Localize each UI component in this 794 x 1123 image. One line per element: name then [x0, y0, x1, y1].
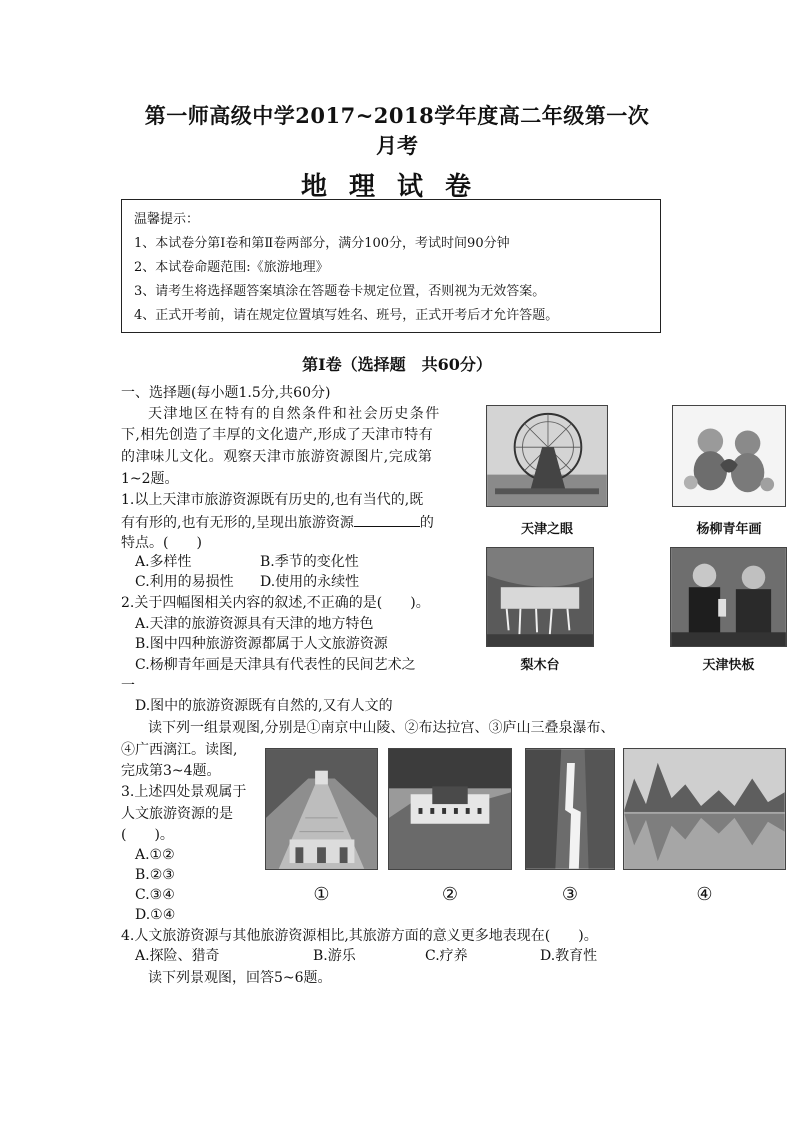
waterfall-icon [487, 548, 593, 646]
passage-line: 的津味儿文化。观察天津市旅游资源图片,完成第 [121, 449, 433, 465]
passage-line: 天津地区在特有的自然条件和社会历史条件 [148, 406, 441, 422]
notice-item: 2、本试卷命题范围:《旅游地理》 [134, 260, 329, 275]
passage-line: 读下列一组景观图,分别是①南京中山陵、②布达拉宫、③庐山三叠泉瀑布、 [148, 720, 615, 736]
photo-tianjin-kuaiban [670, 547, 787, 647]
option-b: B.季节的变化性 [260, 554, 359, 570]
caption: 天津快板 [702, 658, 755, 673]
option-d: D.①④ [135, 907, 176, 923]
section-title: 第Ⅰ卷（选择题 共60分） [302, 355, 492, 374]
mausoleum-icon [266, 749, 377, 869]
scenic-label: ③ [561, 884, 579, 905]
photo-yangliuqing [672, 405, 786, 507]
passage-line: 读下列景观图，回答5~6题。 [148, 970, 332, 986]
option-b: B.游乐 [313, 948, 356, 964]
passage-line: 1~2题。 [121, 471, 179, 487]
photo-lijiang-river [623, 748, 786, 870]
passage-line: 下,相先创造了丰厚的文化遗产,形成了天津市特有 [121, 427, 434, 443]
ferris-wheel-icon [487, 406, 607, 506]
photo-potala-palace [388, 748, 512, 870]
question-1-stem-cont: 有有形的,也有无形的,呈现出旅游资源 的 [121, 512, 434, 533]
folk-painting-icon [673, 406, 785, 506]
option-b: B.②③ [135, 867, 175, 883]
question-1-stem: 1.以上天津市旅游资源既有历史的,也有当代的,既 [121, 492, 424, 508]
passage-line: 完成第3~4题。 [121, 763, 221, 779]
exam-title: 第一师高级中学2017~2018学年度高二年级第一次 [144, 103, 650, 128]
notice-box [121, 199, 661, 333]
option-d: D.教育性 [540, 948, 598, 964]
scenic-label: ② [441, 884, 459, 905]
question-3-stem-cont: 人文旅游资源的是 [121, 806, 233, 822]
option-c: C.杨柳青年画是天津具有代表性的民间艺术之 [135, 657, 416, 673]
option-d: D.使用的永续性 [260, 574, 360, 590]
scenic-label: ① [313, 884, 330, 905]
caption: 梨木台 [520, 658, 560, 673]
part-heading: 一、选择题(每小题1.5分,共60分) [121, 385, 331, 401]
waterfall-icon [526, 749, 614, 869]
scenic-label: ④ [696, 884, 713, 905]
option-d: D.图中的旅游资源既有自然的,又有人文的 [135, 698, 393, 714]
caption: 杨柳青年画 [696, 522, 762, 537]
notice-item: 1、本试卷分第Ⅰ卷和第Ⅱ卷两部分，满分100分，考试时间90分钟 [134, 236, 510, 251]
subject-title: 地理试卷 [300, 172, 493, 202]
question-4-stem: 4.人文旅游资源与其他旅游资源相比,其旅游方面的意义更多地表现在( )。 [121, 928, 598, 944]
option-c-cont: 一 [121, 678, 135, 694]
notice-item: 3、请考生将选择题答案填涂在答题卷卡规定位置，否则视为无效答案。 [134, 284, 546, 299]
photo-zhongshan-mausoleum [265, 748, 378, 870]
notice-heading: 温馨提示： [134, 212, 200, 227]
question-2-stem: 2.关于四幅图相关内容的叙述,不正确的是( )。 [121, 595, 430, 611]
exam-title-cont: 月考 [376, 133, 418, 158]
photo-tianjin-eye [486, 405, 608, 507]
question-3-stem: 3.上述四处景观属于 [121, 784, 247, 800]
caption: 天津之眼 [520, 522, 573, 537]
photo-limutai [486, 547, 594, 647]
photo-sandiequan-waterfall [525, 748, 615, 870]
answer-blank [354, 512, 420, 527]
notice-item: 4、正式开考前，请在规定位置填写姓名、班号，正式开考后才允许答题。 [134, 308, 559, 323]
question-3-stem-end: ( )。 [121, 827, 174, 843]
option-c: C.③④ [135, 887, 175, 903]
palace-icon [389, 749, 511, 869]
performers-icon [671, 548, 786, 646]
option-c: C.疗养 [425, 948, 468, 964]
option-a: A.天津的旅游资源具有天津的地方特色 [135, 616, 374, 632]
option-b: B.图中四种旅游资源都属于人文旅游资源 [135, 636, 388, 652]
passage-line: ④广西漓江。读图, [121, 742, 238, 758]
option-a: A.探险、猎奇 [135, 948, 220, 964]
option-c: C.利用的易损性 [135, 574, 234, 590]
option-a: A.多样性 [135, 554, 192, 570]
option-a: A.①② [135, 847, 175, 863]
karst-river-icon [624, 749, 785, 869]
question-1-stem-end: 特点。( ) [121, 535, 202, 551]
